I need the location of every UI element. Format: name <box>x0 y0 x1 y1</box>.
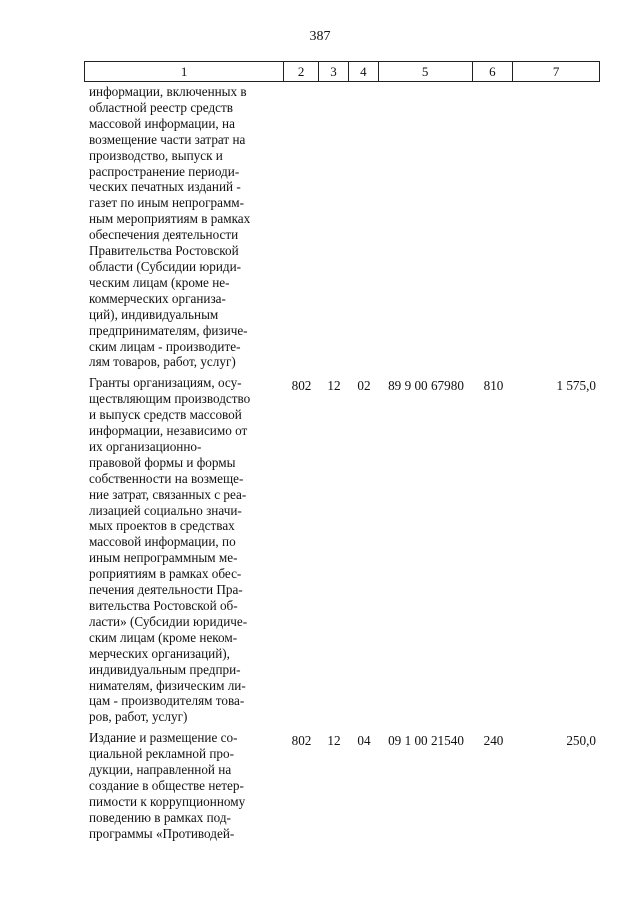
cell-subsection: 04 <box>357 733 371 749</box>
column-header: 5 <box>379 62 473 81</box>
table-header <box>84 61 600 82</box>
row-description: Гранты организациям, осу- ществляющим производство и выпуск средств массовой информации, независимо от их организационно- правовой формы и формы собственности на возмеще- ние затрат, связанных с реа- лизацией социально значи- мых проектов в средствах массовой информации, по иным непрограммным ме- роприятиям в рамках обес- печения деятельности Пра- вительства Ростовской об- ласти» (Субсидии юридиче- ским лицам (кроме неком- мерческих организаций), индивидуальным предпри- нимателям, физическим ли- цам - производителям това- ров, работ, услуг) <box>89 375 251 725</box>
cell-amount: 250,0 <box>566 733 596 749</box>
cell-section: 12 <box>327 733 341 749</box>
row-description: информации, включенных в областной реестр средств массовой информации, на возмещение части затрат на производство, выпуск и распространение периоди- ческих печатных изданий - газет по иным непрограмм- ным мероприятиям в рамках обеспечения деятельности Правительства Ростовской области (Субсидии юриди- ческим лицам (кроме не- коммерческих организа- ций), индивидуальным предпринимателям, физиче- ским лицам - производите- лям товаров, работ, услуг) <box>89 84 251 370</box>
table-row <box>84 730 600 841</box>
cell-amount <box>514 84 600 370</box>
cell-amount: 1 575,0 <box>556 378 596 394</box>
cell-expense-type: 240 <box>483 733 504 749</box>
cell-target-article: 09 1 00 21540 <box>388 733 464 749</box>
cell-target-article <box>379 84 473 370</box>
cell-ministry <box>284 84 319 370</box>
cell-section: 12 <box>327 378 341 394</box>
column-header: 2 <box>284 62 319 81</box>
cell-expense-type <box>473 84 514 370</box>
column-header: 6 <box>473 62 514 81</box>
table-row <box>84 375 600 725</box>
cell-expense-type: 810 <box>483 378 504 394</box>
column-header: 4 <box>349 62 379 81</box>
page-number: 387 <box>309 29 331 44</box>
table-row <box>84 84 600 370</box>
table-body <box>84 84 600 842</box>
row-description: Издание и размещение со- циальной рекламной про- дукции, направленной на создание в обществе нетер- пимости к коррупционному поведению в рамках под- программы «Противодей- <box>89 730 246 841</box>
cell-ministry: 802 <box>291 378 312 394</box>
cell-ministry: 802 <box>291 733 312 749</box>
cell-section <box>319 84 349 370</box>
cell-subsection: 02 <box>357 378 371 394</box>
column-header: 3 <box>319 62 349 81</box>
cell-target-article: 89 9 00 67980 <box>388 378 464 394</box>
cell-subsection <box>349 84 379 370</box>
column-header: 7 <box>552 63 560 79</box>
column-header: 1 <box>85 62 284 81</box>
